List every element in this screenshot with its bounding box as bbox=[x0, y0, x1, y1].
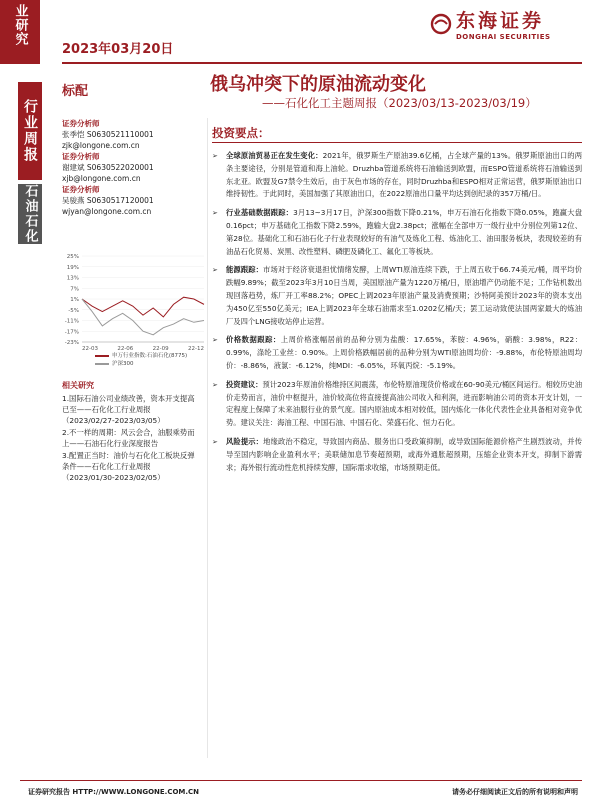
corner-tab: 业研究 bbox=[0, 0, 40, 64]
point-text: 市场对于经济衰退担忧情绪发酵，上周WTI原油连续下跌，于上周五收于66.74美元/桶，周平均价跌幅9.89%；截至2023年3月10日当周，美国原油产量为1220万桶/日，原油增产仍动能不足；工作钻机数出现回落趋势，炼厂开工率88.2%；OPEC上调2023年原油产量及消费预期；沙特阿美预计2023年的资本支出为450亿至550亿美元；IEA上调2023年全球石油需求至1.0202亿桶/天；罢工运动致使法国两家最大的炼油厂及四个LNG接收站停止运营。 bbox=[226, 265, 582, 326]
point-item bbox=[212, 150, 582, 201]
logo-text-en: DONGHAI SECURITIES bbox=[456, 33, 551, 41]
investment-points bbox=[212, 150, 582, 480]
chart-legend bbox=[95, 352, 187, 368]
header-divider bbox=[62, 62, 582, 64]
arrow-bullet-icon: ➢ bbox=[212, 209, 218, 218]
point-item bbox=[212, 207, 582, 258]
series-line-0 bbox=[82, 297, 204, 317]
related-item[interactable]: 3.配置正当时：油价与石化化工板块反弹条件——石化化工行业周报（2023/01/30-2023/02/05） bbox=[62, 451, 195, 482]
point-item bbox=[212, 334, 582, 372]
points-divider bbox=[212, 142, 582, 143]
point-label: 价格数据跟踪： bbox=[226, 335, 281, 345]
rating-label: 标配 bbox=[62, 84, 89, 99]
arrow-bullet-icon: ➢ bbox=[212, 152, 218, 160]
side-tab-sector: 石油石化 bbox=[18, 184, 42, 244]
analyst-email[interactable]: zjk@longone.com.cn bbox=[62, 141, 140, 150]
related-research-list bbox=[62, 393, 202, 484]
side-tab-weekly: 行业周报 bbox=[18, 82, 42, 180]
analyst-email[interactable]: xjb@longone.com.cn bbox=[62, 174, 141, 183]
legend-label: 申万行业指数:石油石化(8775) bbox=[112, 353, 188, 359]
point-text: 3月13~3月17日，沪深300指数下降0.21%，申万石油石化指数下降0.05%，跑赢大盘0.16pct；申万基础化工指数下降2.59%，跑输大盘2.38pct；涨幅在全部申万一级行业中分别位列第12位、第28位。基础化工和石油石化子行业表现较好的有油气及炼化工程、炼油化工、油田服务板块，表现较差的有油品石化贸易、炭黑、改性塑料、磷肥及磷化工、氟化工等板块。 bbox=[226, 208, 582, 256]
column-divider bbox=[207, 118, 208, 758]
series-line-1 bbox=[82, 299, 204, 335]
legend-swatch bbox=[95, 363, 109, 365]
arrow-bullet-icon: ➢ bbox=[212, 266, 218, 275]
point-text: 上周价格涨幅居前的品种分别为盐酸：17.65%，苯胺：4.96%，硝酸：3.98%，R22：0.99%，涤纶工业丝：0.90%。上周价格跌幅居前的品种分别为WTI原油周均价：-9.88%，布伦特原油周均价：-8.86%，液氯：-6.12%，纯MDI：-6.05%，环氧丙烷：-5.19%。 bbox=[226, 335, 582, 370]
legend-swatch bbox=[95, 355, 109, 357]
point-label: 风险提示： bbox=[226, 436, 264, 446]
analyst-name: 张季恺 S0630521110001 bbox=[62, 130, 154, 139]
point-item bbox=[212, 436, 582, 474]
sub-title: ——石化化工主题周报（2023/03/13-2023/03/19） bbox=[262, 96, 537, 110]
point-label: 能源跟踪： bbox=[226, 265, 264, 275]
related-item[interactable]: 2.不一样的周期：风云会合，油服乘势而上——石油石化行业深度报告 bbox=[62, 428, 195, 448]
donghai-logo bbox=[430, 6, 580, 46]
x-tick-label: 22-03 bbox=[82, 346, 98, 352]
point-text: 预计2023年原油价格维持区间震荡，布伦特原油现货价格或在60-90美元/桶区间运行。相较历史油价走势而言，油价中枢提升，油价较高位将直接提高油公司收入和利润，进而影响油公司的资本开支计划，一定程度上保障了未来油服行业的景气度。国内原油成本相对较低，国内炼化一体化代表性企业具备相对竞争优势。建议关注：海油工程、中国石油、中国石化、荣盛石化、恒力石化。 bbox=[226, 379, 582, 428]
logo-text-cn: 东海证券 bbox=[456, 10, 545, 32]
y-tick-label: 25% bbox=[66, 254, 79, 260]
arrow-bullet-icon: ➢ bbox=[212, 380, 218, 389]
point-label: 投资建议： bbox=[226, 379, 263, 389]
related-research-heading: 相关研究 bbox=[62, 381, 94, 390]
investment-points-heading: 投资要点： bbox=[212, 126, 270, 140]
y-tick-label: 13% bbox=[66, 275, 79, 282]
legend-item bbox=[95, 352, 187, 360]
x-tick-label: 22-09 bbox=[152, 346, 169, 352]
analyst-entry bbox=[62, 151, 202, 184]
footer-disclaimer: 请务必仔细阅读正文后的所有说明和声明 bbox=[452, 788, 578, 796]
y-tick-label: -5% bbox=[68, 307, 79, 314]
main-title: 俄乌冲突下的原油流动变化 bbox=[210, 74, 426, 95]
point-item bbox=[212, 379, 582, 430]
footer-left[interactable]: 证券研究报告 HTTP://WWW.LONGONE.COM.CN bbox=[28, 788, 200, 796]
related-item[interactable]: 1.国际石油公司业绩改善，资本开支提高已至——石化化工行业周报（2023/02/27-2023/03/05） bbox=[62, 394, 195, 425]
y-tick-label: -23% bbox=[64, 340, 79, 346]
analyst-entry bbox=[62, 118, 202, 151]
x-tick-label: 22-12 bbox=[188, 346, 204, 352]
y-tick-label: -11% bbox=[64, 318, 79, 325]
analyst-name: 谢建斌 S0630522020001 bbox=[62, 163, 154, 172]
point-text: 地缘政治不稳定，导致国内商品、服务出口受政策抑制，或导致国际能源价格产生剧烈波动，并传导至国内影响企业盈利水平；美联储加息节奏超预期，或海外通胀超预期，压缩企业资本开支，抑制下游需求；海外银行流动性危机持续发酵，国际需求收缩，市场预期走低。 bbox=[226, 436, 583, 472]
analyst-list bbox=[62, 118, 202, 217]
footer-divider bbox=[20, 780, 582, 781]
arrow-bullet-icon: ➢ bbox=[212, 336, 218, 345]
point-item bbox=[212, 264, 582, 328]
point-text: 2021年，俄罗斯生产原油39.6亿桶，占全球产量的13%。俄罗斯原油出口的两条主要途径，分别是管道和海上油轮。Druzhba管道系统将石油输送到欧盟，而ESPO管道系统将石油输送到东北亚。欧盟及G7禁令生效后，由于灰色市场的存在，同时Druzhba和ESPO相对正常运营，俄罗斯原油出口维持韧性。于此同时，美国加强了其原油出口，在2022原油出口量平均达到创纪录的357万桶/日。 bbox=[226, 151, 582, 199]
point-label: 行业基础数据跟踪： bbox=[226, 208, 294, 218]
y-tick-label: 19% bbox=[66, 264, 79, 271]
y-tick-label: 1% bbox=[70, 297, 79, 303]
analyst-email[interactable]: wjyan@longone.com.cn bbox=[62, 207, 152, 216]
analyst-label: 证券分析师 bbox=[62, 152, 100, 161]
analyst-name: 吴骏燕 S0630517120001 bbox=[62, 196, 154, 205]
x-tick-label: 22-06 bbox=[117, 346, 134, 352]
analyst-label: 证券分析师 bbox=[62, 185, 100, 194]
analyst-label: 证券分析师 bbox=[62, 119, 100, 128]
point-label: 全球原油贸易正在发生变化： bbox=[226, 151, 323, 160]
y-tick-label: -17% bbox=[64, 329, 79, 336]
legend-label: 沪深300 bbox=[112, 361, 134, 367]
arrow-bullet-icon: ➢ bbox=[212, 437, 218, 446]
y-tick-label: 7% bbox=[70, 286, 79, 293]
analyst-entry bbox=[62, 184, 202, 217]
legend-item bbox=[95, 360, 187, 368]
report-date: 2023年03月20日 bbox=[62, 42, 174, 57]
logo-mark-icon bbox=[430, 13, 452, 35]
